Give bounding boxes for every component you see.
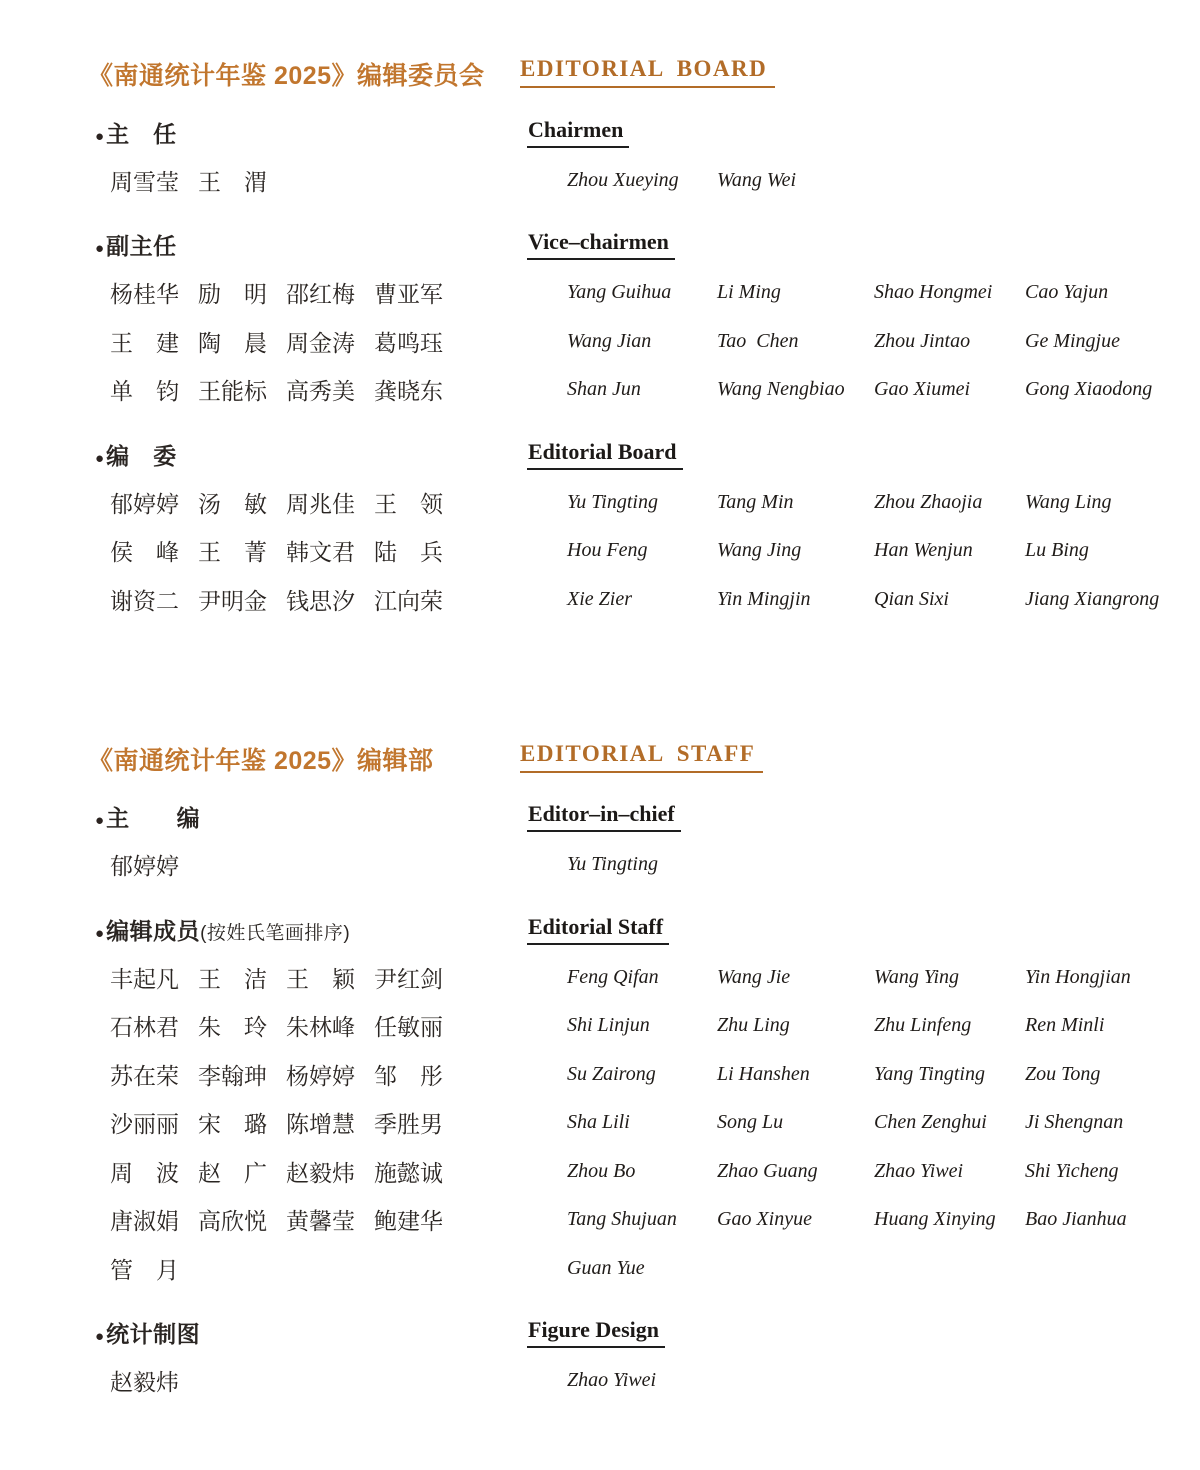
- en-title-cell: [520, 741, 1160, 773]
- name-row: [88, 1050, 1160, 1099]
- cn-person-name: 郁婷婷: [110, 853, 179, 880]
- cn-person-name: 赵毅炜: [286, 1159, 355, 1186]
- cn-names-cell: [88, 1058, 542, 1091]
- cn-person-name: 鲍建华: [374, 1208, 443, 1235]
- cn-section-title: 《南通统计年鉴 2025》编辑委员会: [88, 62, 485, 90]
- name-row: [88, 366, 1160, 415]
- en-person-name: Shan Jun: [567, 378, 641, 401]
- name-row: [88, 1002, 1160, 1051]
- cn-person-name: 陶 晨: [198, 329, 267, 356]
- cn-person-name: 陈增慧: [286, 1111, 355, 1138]
- en-person-name: Gao Xiumei: [874, 378, 971, 401]
- en-person-name: Cao Yajun: [1025, 281, 1109, 304]
- cn-person-name: 单 钧: [110, 378, 179, 405]
- section-editorial-staff: [88, 741, 1160, 1406]
- role-group: [88, 1313, 1160, 1406]
- en-person-name: Su Zairong: [567, 1062, 656, 1085]
- en-names-cell: [542, 1369, 1160, 1392]
- en-person-name: Sha Lili: [567, 1111, 630, 1134]
- cn-label-cell: [88, 116, 527, 149]
- cn-label-cell: [88, 228, 527, 261]
- cn-person-name: 周雪莹: [110, 168, 179, 195]
- cn-person-name: 王 领: [374, 490, 443, 517]
- en-person-name: Wang Jing: [717, 539, 802, 562]
- cn-person-name: 周金涛: [286, 329, 355, 356]
- name-row: [88, 1196, 1160, 1245]
- section-editorial-board: [88, 56, 1160, 624]
- bullet-icon: ●: [95, 812, 105, 829]
- en-person-name: Huang Xinying: [874, 1208, 996, 1231]
- cn-person-name: 赵 广: [198, 1159, 267, 1186]
- cn-names-cell: [88, 534, 542, 567]
- en-person-name: Tao Chen: [717, 329, 799, 352]
- cn-group-label-note: (按姓氏笔画排序): [200, 922, 351, 944]
- cn-names-cell: [88, 1106, 542, 1139]
- en-person-name: Zhao Yiwei: [874, 1159, 964, 1182]
- en-person-name: Lu Bing: [1025, 539, 1089, 562]
- cn-person-name: 邹 彤: [374, 1062, 443, 1089]
- en-section-title: EDITORIAL STAFF: [520, 741, 763, 773]
- name-row: [88, 269, 1160, 318]
- name-row: [88, 317, 1160, 366]
- en-person-name: Zhu Ling: [717, 1014, 790, 1037]
- cn-names-cell: [88, 486, 542, 519]
- en-names-cell: [542, 1208, 1160, 1231]
- cn-person-name: 高欣悦: [198, 1208, 267, 1235]
- name-row: [88, 156, 1160, 205]
- name-row: [88, 1147, 1160, 1196]
- en-person-name: Hou Feng: [567, 539, 648, 562]
- en-names-cell: [542, 378, 1160, 401]
- cn-person-name: 尹红剑: [374, 965, 443, 992]
- en-label-cell: [527, 229, 1160, 260]
- en-names-cell: [542, 966, 1160, 989]
- cn-person-name: 郁婷婷: [110, 490, 179, 517]
- cn-person-name: 王 洁: [198, 965, 267, 992]
- cn-person-name: 王能标: [198, 378, 267, 405]
- name-row: [88, 1099, 1160, 1148]
- name-row: [88, 1244, 1160, 1293]
- en-person-name: Feng Qifan: [567, 965, 659, 988]
- en-person-name: Tang Shujuan: [567, 1208, 677, 1231]
- bullet-icon: ●: [95, 449, 105, 467]
- cn-names-cell: [88, 373, 542, 406]
- en-person-name: Shi Linjun: [567, 1014, 650, 1037]
- en-label-cell: [527, 439, 1160, 470]
- cn-person-name: 励 明: [198, 281, 267, 308]
- en-names-cell: [542, 853, 1160, 876]
- cn-person-name: 葛鸣珏: [374, 329, 443, 356]
- cn-person-name: 高秀美: [286, 378, 355, 405]
- en-person-name: Shi Yicheng: [1025, 1159, 1119, 1182]
- cn-group-label: 主 编: [106, 805, 201, 831]
- en-person-name: Wang Ling: [1025, 490, 1112, 513]
- en-person-name: Wang Ying: [874, 965, 960, 988]
- cn-group-label: 主 任: [106, 120, 177, 147]
- en-person-name: Yin Mingjin: [717, 587, 811, 610]
- cn-names-cell: [88, 848, 542, 881]
- en-names-cell: [542, 539, 1160, 562]
- cn-person-name: 丰起凡: [110, 965, 179, 992]
- bullet-icon: ●: [95, 924, 105, 942]
- cn-person-name: 王 颖: [286, 965, 355, 992]
- section-title-row: [88, 741, 1160, 777]
- en-person-name: Yang Tingting: [874, 1062, 985, 1085]
- cn-person-name: 杨婷婷: [286, 1062, 355, 1089]
- cn-names-cell: [88, 961, 542, 994]
- en-person-name: Qian Sixi: [874, 587, 949, 610]
- cn-person-name: 邵红梅: [286, 281, 355, 308]
- en-person-name: Chen Zenghui: [874, 1111, 987, 1134]
- en-person-name: Jiang Xiangrong: [1025, 587, 1160, 610]
- cn-label-cell: [88, 800, 527, 833]
- en-names-cell: [542, 491, 1160, 514]
- name-row: [88, 953, 1160, 1002]
- en-names-cell: [542, 1257, 1160, 1280]
- cn-group-label: 编辑成员: [106, 917, 201, 944]
- name-row: [88, 1357, 1160, 1406]
- cn-label-cell: [88, 438, 527, 471]
- cn-person-name: 朱 玲: [198, 1014, 267, 1041]
- cn-person-name: 任敏丽: [374, 1014, 443, 1041]
- cn-group-label: 统计制图: [106, 1321, 201, 1347]
- cn-names-cell: [88, 1252, 542, 1285]
- en-group-label: Figure Design: [527, 1317, 665, 1348]
- section-title-row: [88, 56, 1160, 92]
- role-group: [88, 797, 1160, 890]
- en-person-name: Zou Tong: [1025, 1062, 1101, 1085]
- cn-names-cell: [88, 164, 542, 197]
- cn-names-cell: [88, 276, 542, 309]
- en-label-cell: [527, 117, 1160, 148]
- en-group-label: Editorial Board: [527, 439, 683, 470]
- group-label-row: [88, 112, 1160, 152]
- en-person-name: Yang Guihua: [567, 281, 672, 304]
- en-label-cell: [527, 801, 1160, 832]
- cn-person-name: 黄馨莹: [286, 1208, 355, 1235]
- cn-person-name: 汤 敏: [198, 490, 267, 517]
- en-title-cell: [520, 56, 1160, 88]
- bullet-icon: ●: [95, 240, 105, 257]
- cn-person-name: 陆 兵: [374, 539, 443, 566]
- en-person-name: Wang Nengbiao: [717, 378, 845, 401]
- bullet-icon: ●: [95, 1328, 105, 1345]
- role-group: [88, 112, 1160, 205]
- cn-person-name: 唐淑娟: [110, 1208, 179, 1235]
- cn-label-cell: [88, 1316, 527, 1349]
- cn-person-name: 钱思汐: [286, 587, 355, 614]
- en-person-name: Wang Jie: [717, 965, 791, 988]
- en-person-name: Zhu Linfeng: [874, 1014, 972, 1037]
- en-names-cell: [542, 588, 1160, 611]
- cn-person-name: 苏在荣: [110, 1062, 179, 1089]
- cn-person-name: 石林君: [110, 1014, 179, 1041]
- en-group-label: Chairmen: [527, 117, 629, 148]
- cn-label-cell: [88, 913, 527, 946]
- cn-person-name: 周兆佳: [286, 490, 355, 517]
- en-person-name: Zhou Jintao: [874, 329, 971, 352]
- en-person-name: Bao Jianhua: [1025, 1208, 1127, 1231]
- cn-person-name: 杨桂华: [110, 281, 179, 308]
- cn-person-name: 沙丽丽: [110, 1111, 179, 1138]
- name-row: [88, 575, 1160, 624]
- cn-names-cell: [88, 1009, 542, 1042]
- en-names-cell: [542, 1111, 1160, 1134]
- group-label-row: [88, 909, 1160, 949]
- cn-person-name: 季胜男: [374, 1111, 443, 1138]
- en-names-cell: [542, 169, 1160, 192]
- cn-person-name: 曹亚军: [374, 281, 443, 308]
- cn-person-name: 王 菁: [198, 539, 267, 566]
- cn-person-name: 王 渭: [198, 168, 267, 195]
- en-person-name: Yin Hongjian: [1025, 965, 1131, 988]
- en-names-cell: [542, 281, 1160, 304]
- role-group: [88, 909, 1160, 1293]
- group-label-row: [88, 434, 1160, 474]
- role-group: [88, 434, 1160, 624]
- cn-person-name: 尹明金: [198, 587, 267, 614]
- en-person-name: Zhou Xueying: [567, 168, 679, 191]
- cn-person-name: 周 波: [110, 1159, 179, 1186]
- en-person-name: Zhou Zhaojia: [874, 490, 983, 513]
- en-person-name: Zhao Guang: [717, 1159, 818, 1182]
- group-label-row: [88, 1313, 1160, 1353]
- cn-person-name: 宋 璐: [198, 1111, 267, 1138]
- cn-person-name: 龚晓东: [374, 378, 443, 405]
- en-group-label: Editorial Staff: [527, 914, 669, 945]
- en-person-name: Yu Tingting: [567, 853, 658, 876]
- cn-section-title: 《南通统计年鉴 2025》编辑部: [88, 746, 434, 775]
- en-names-cell: [542, 330, 1160, 353]
- role-group: [88, 225, 1160, 415]
- en-group-label: Editor–in–chief: [527, 801, 681, 832]
- en-person-name: Han Wenjun: [874, 539, 973, 562]
- cn-person-name: 韩文君: [286, 539, 355, 566]
- en-label-cell: [527, 914, 1160, 945]
- cn-person-name: 管 月: [110, 1256, 179, 1283]
- bullet-icon: ●: [95, 127, 105, 145]
- en-person-name: Gao Xinyue: [717, 1208, 812, 1231]
- name-row: [88, 841, 1160, 890]
- cn-names-cell: [88, 325, 542, 358]
- en-section-title: EDITORIAL BOARD: [520, 56, 775, 88]
- en-label-cell: [527, 1317, 1160, 1348]
- cn-person-name: 谢资二: [110, 587, 179, 614]
- en-person-name: Gong Xiaodong: [1025, 378, 1153, 401]
- cn-person-name: 侯 峰: [110, 539, 179, 566]
- en-person-name: Wang Jian: [567, 329, 652, 352]
- cn-title-cell: [88, 741, 520, 777]
- en-person-name: Zhao Yiwei: [567, 1369, 657, 1392]
- cn-title-cell: [88, 56, 520, 92]
- group-label-row: [88, 797, 1160, 837]
- group-label-row: [88, 225, 1160, 265]
- en-person-name: Li Ming: [717, 281, 781, 304]
- cn-person-name: 李翰珅: [198, 1062, 267, 1089]
- en-names-cell: [542, 1014, 1160, 1037]
- en-person-name: Zhou Bo: [567, 1159, 636, 1182]
- cn-group-label: 编 委: [106, 442, 177, 469]
- en-person-name: Xie Zier: [567, 587, 632, 610]
- cn-names-cell: [88, 1203, 542, 1236]
- en-person-name: Li Hanshen: [717, 1062, 810, 1085]
- cn-person-name: 朱林峰: [286, 1014, 355, 1041]
- cn-names-cell: [88, 583, 542, 616]
- en-person-name: Yu Tingting: [567, 490, 658, 513]
- en-names-cell: [542, 1063, 1160, 1086]
- cn-person-name: 王 建: [110, 329, 179, 356]
- en-person-name: Ji Shengnan: [1025, 1111, 1124, 1134]
- en-person-name: Wang Wei: [717, 168, 797, 191]
- en-person-name: Guan Yue: [567, 1256, 645, 1279]
- cn-person-name: 赵毅炜: [110, 1369, 179, 1396]
- cn-names-cell: [88, 1155, 542, 1188]
- en-person-name: Shao Hongmei: [874, 281, 993, 304]
- en-person-name: Song Lu: [717, 1111, 784, 1134]
- en-group-label: Vice–chairmen: [527, 229, 675, 260]
- en-names-cell: [542, 1160, 1160, 1183]
- cn-person-name: 施懿诚: [374, 1159, 443, 1186]
- en-person-name: Ren Minli: [1025, 1014, 1105, 1037]
- name-row: [88, 478, 1160, 527]
- name-row: [88, 527, 1160, 576]
- sections-container: [88, 56, 1160, 1405]
- cn-names-cell: [88, 1364, 542, 1397]
- en-person-name: Ge Mingjue: [1025, 329, 1120, 352]
- cn-person-name: 江向荣: [374, 587, 443, 614]
- en-person-name: Tang Min: [717, 490, 794, 513]
- cn-group-label: 副主任: [106, 233, 177, 259]
